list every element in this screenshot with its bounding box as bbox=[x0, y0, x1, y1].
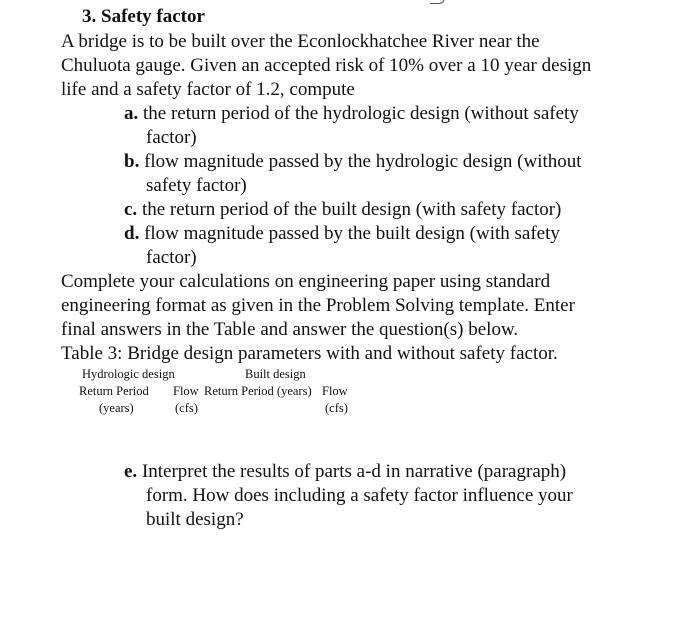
table-unit-cfs-built: (cfs) bbox=[325, 401, 348, 415]
table-group-hydrologic: Hydrologic design bbox=[82, 367, 175, 381]
table-col-flow-hydrologic: Flow bbox=[173, 384, 199, 398]
item-d bbox=[124, 222, 560, 246]
item-c bbox=[124, 198, 561, 222]
question-e bbox=[124, 460, 566, 484]
item-a-label: a. bbox=[124, 103, 139, 124]
table-unit-years: (years) bbox=[99, 401, 134, 415]
table-unit-cfs-hydrologic: (cfs) bbox=[175, 401, 198, 415]
table-col-return-period-hydrologic: Return Period bbox=[79, 384, 149, 398]
question-e-label: e. bbox=[124, 461, 138, 482]
table-group-built: Built design bbox=[245, 367, 306, 381]
question-e-line-2: form. How does including a safety factor influence your bbox=[146, 485, 573, 506]
question-e-text: Interpret the results of parts a-d in narrative (paragraph) bbox=[141, 461, 567, 482]
item-c-text: the return period of the built design (with safety factor) bbox=[141, 199, 562, 220]
item-b-text: flow magnitude passed by the hydrologic design (without bbox=[144, 151, 582, 172]
item-c-label: c. bbox=[124, 199, 138, 220]
table-caption: Table 3: Bridge design parameters with and without safety factor. bbox=[61, 343, 558, 364]
item-d-continuation: factor) bbox=[146, 247, 197, 268]
intro-line-3: life and a safety factor of 1.2, compute bbox=[61, 79, 355, 100]
item-a bbox=[124, 102, 579, 126]
intro-line-2: Chuluota gauge. Given an accepted risk of 10% over a 10 year design bbox=[61, 55, 592, 76]
item-a-continuation: factor) bbox=[146, 127, 197, 148]
instructions-line-2: engineering format as given in the Problem Solving template. Enter bbox=[61, 295, 575, 316]
table-col-flow-built: Flow bbox=[322, 384, 348, 398]
instructions-line-1: Complete your calculations on engineering paper using standard bbox=[61, 271, 551, 292]
item-d-label: d. bbox=[124, 223, 140, 244]
item-b-label: b. bbox=[124, 151, 140, 172]
intro-line-1: A bridge is to be built over the Econlockhatchee River near the bbox=[61, 31, 540, 52]
section-heading: 3. Safety factor bbox=[82, 6, 205, 27]
item-b-continuation: safety factor) bbox=[146, 175, 247, 196]
table-col-return-period-built: Return Period (years) bbox=[204, 384, 312, 398]
item-d-text: flow magnitude passed by the built design (with safety bbox=[144, 223, 560, 244]
instructions-line-3: final answers in the Table and answer the question(s) below. bbox=[61, 319, 519, 340]
item-a-text: the return period of the hydrologic design (without safety bbox=[143, 103, 579, 124]
decorative-mark bbox=[430, 0, 445, 4]
question-e-line-3: built design? bbox=[146, 509, 244, 530]
item-b bbox=[124, 150, 582, 174]
